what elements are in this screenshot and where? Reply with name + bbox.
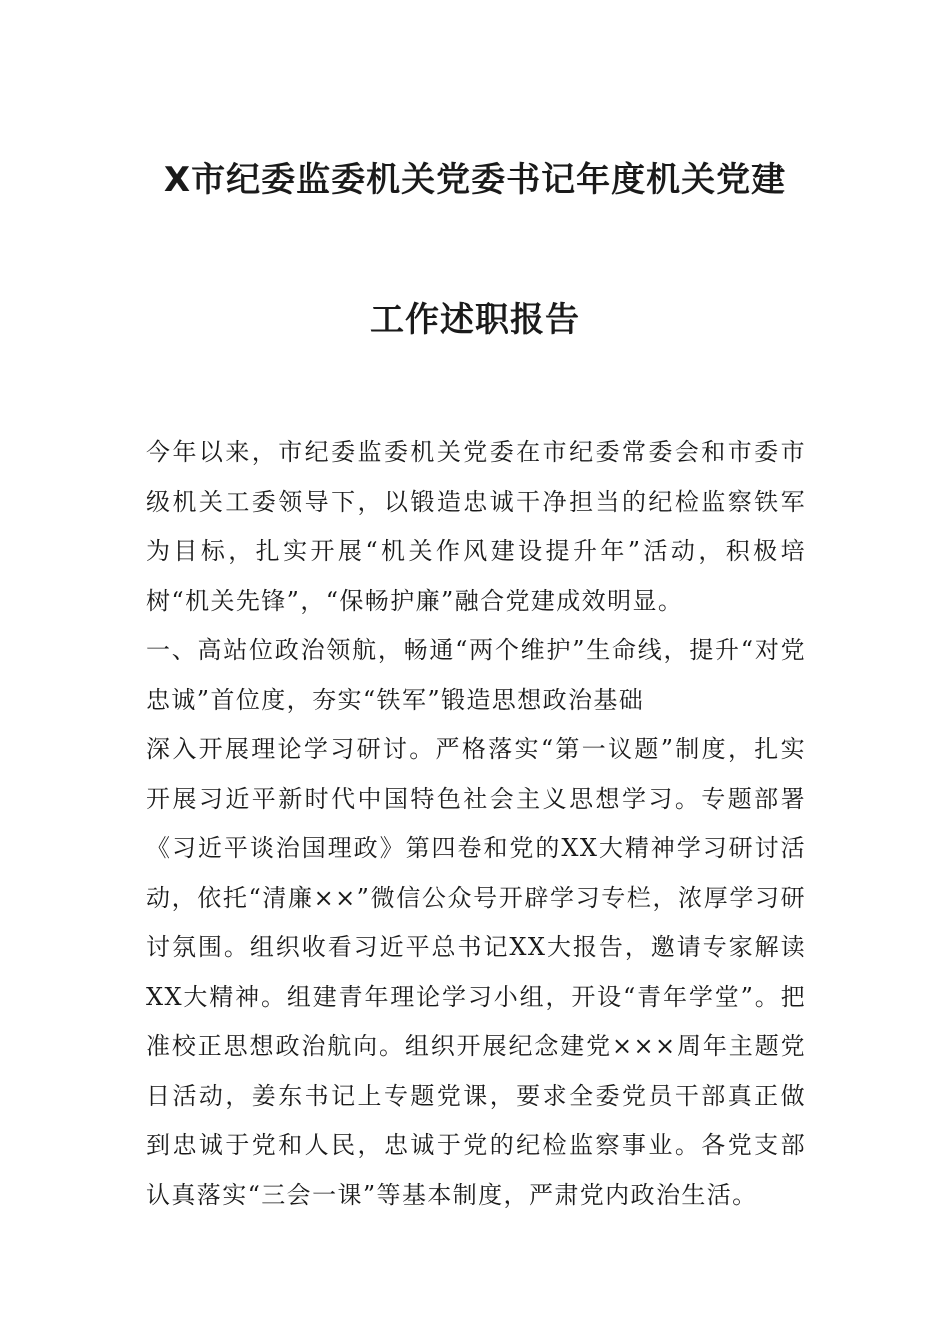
intro-paragraph: 今年以来，市纪委监委机关党委在市纪委常委会和市委市级机关工委领导下，以锻造忠诚干净担当的纪检监察铁军为目标，扎实开展“机关作风建设提升年”活动，积极培树“机关先锋”，“保畅护廉”融合党建成效明显。 — [146, 438, 806, 615]
body-paragraph: 深入开展理论学习研讨。严格落实“第一议题”制度，扎实开展习近平新时代中国特色社会主义思想学习。专题部署《习近平谈治国理政》第四卷和党的XX大精神学习研讨活动，依托“清廉××”微信公众号开辟学习专栏，浓厚学习研讨氛围。组织收看习近平总书记XX大报告，邀请专家解读XX大精神。组建青年理论学习小组，开设“青年学堂”。把准校正思想政治航向。组织开展纪念建党×××周年主题党日活动，姜东书记上专题党课，要求全委党员干部真正做到忠诚于党和人民，忠诚于党的纪检监察事业。各党支部认真落实“三会一课”等基本制度，严肃党内政治生活。 — [146, 735, 806, 1209]
document-title-line-1: X市纪委监委机关党委书记年度机关党建 — [163, 160, 787, 200]
document-title-line-2: 工作述职报告 — [370, 300, 580, 340]
section-heading-1: 一、高站位政治领航，畅通“两个维护”生命线，提升“对党忠诚”首位度，夯实“铁军”锻造思想政治基础 — [146, 636, 806, 714]
document-body — [146, 428, 806, 1220]
